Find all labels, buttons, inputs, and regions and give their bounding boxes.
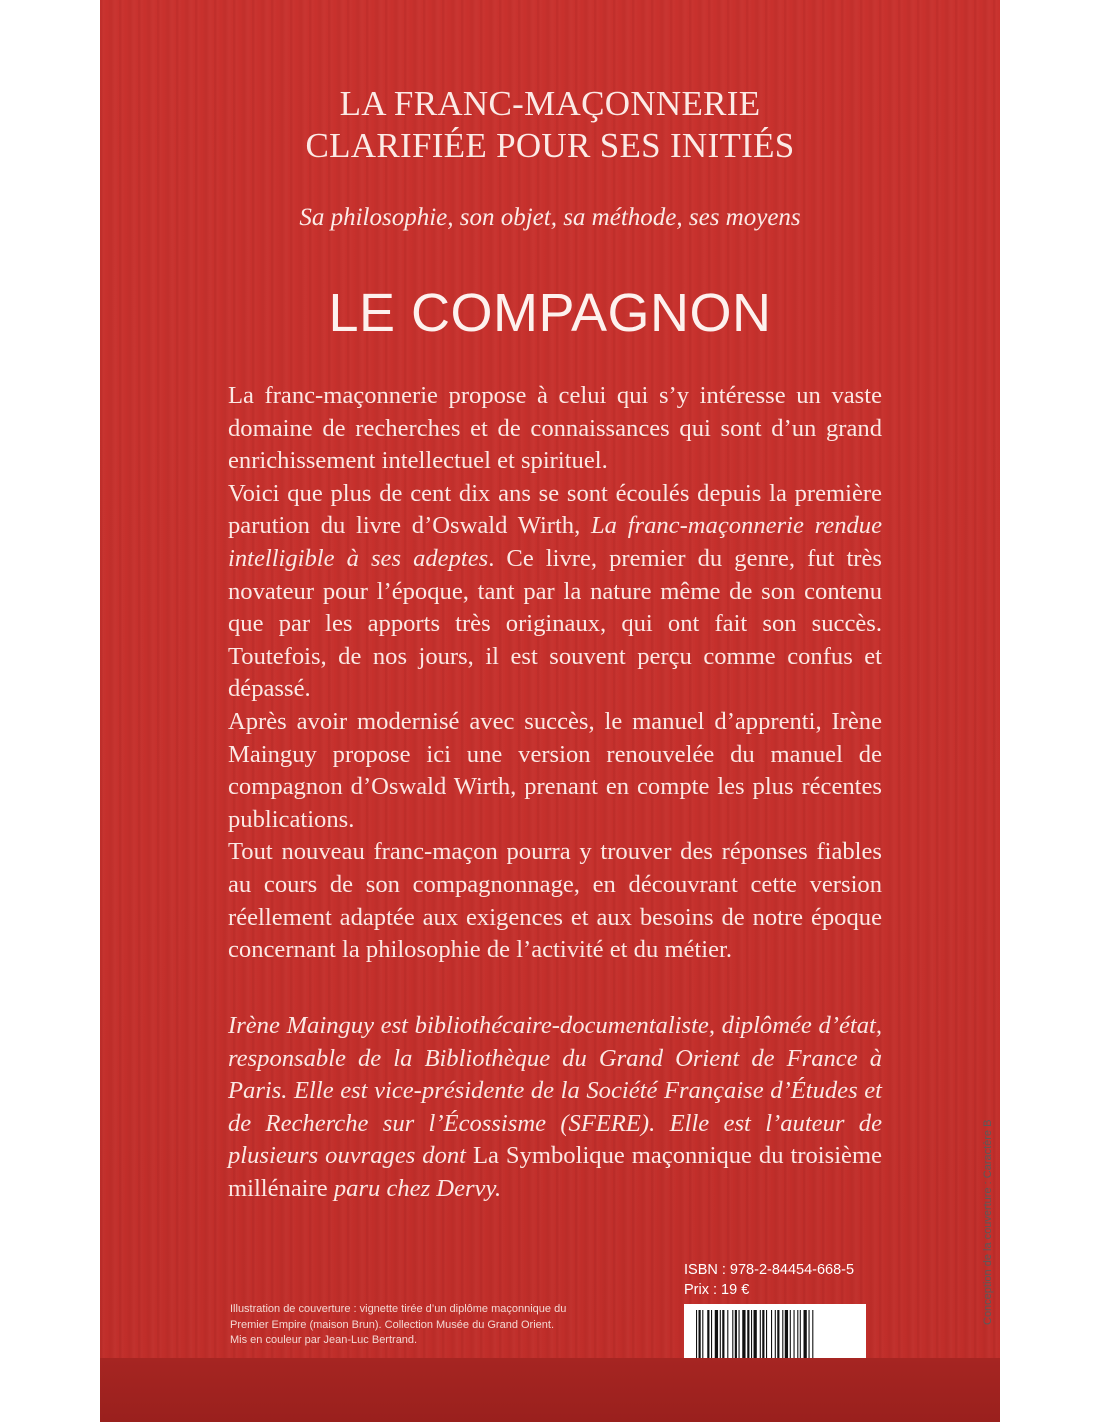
credits-line-3: Mis en couleur par Jean-Luc Bertrand. <box>230 1334 418 1346</box>
bio-text: Irène Mainguy est bibliothécaire-documentaliste, diplômée d’état, responsable de la Bibliothèque du Grand Orient de France à Paris. Elle est vice-présidente de la Société Française d’Études et de Recherche sur l’Écossisme (SFERE). Elle est l’auteur de plusieurs ouvrages dont <box>228 1012 882 1170</box>
blurb-p2-book-title: La franc-maçonnerie rendue intelligible à ses adeptes <box>228 512 883 572</box>
blurb <box>228 380 882 967</box>
blurb-paragraph-1: La franc-maçonnerie propose à celui qui s’y intéresse un vaste domaine de recherches et de connaissances qui sont d’un grand enrichissement intellectuel et spirituel. <box>228 382 882 475</box>
bottom-band <box>100 1358 1000 1422</box>
blurb-paragraph-2 <box>228 478 882 706</box>
author-bio <box>228 1010 882 1206</box>
blurb-paragraph-4: Tout nouveau franc-maçon pourra y trouver des réponses fiables au cours de son compagnonnage, en découvrant cette version réellement adaptée aux exigences et aux besoins de notre époque concernant la philosophie de l’activité et du métier. <box>228 838 882 964</box>
bio-text-end: paru chez Dervy. <box>327 1174 502 1202</box>
blurb-p2-text-end: . Ce livre, premier du genre, fut très novateur pour l’époque, tant par la nature même de son contenu que par les apports très originaux, qui ont fait son succès. Toutefois, de nos jours, il est souvent perçu comme confus et dépassé. <box>228 544 882 703</box>
blurb-paragraph-3: Après avoir modernisé avec succès, le manuel d’apprenti, Irène Mainguy propose ici une version renouvelée du manuel de compagnon d’Oswald Wirth, prenant en compte les plus récentes publications. <box>228 707 882 833</box>
isbn: ISBN : 978-2-84454-668-5 <box>684 1262 855 1278</box>
credits-line-1: Illustration de couverture : vignette tirée d’un diplôme maçonnique du <box>230 1303 567 1315</box>
credits-line-2: Premier Empire (maison Brun). Collection Musée du Grand Orient. <box>230 1318 555 1331</box>
bio-book-title: La Symbolique maçonnique du troisième millénaire <box>228 1142 883 1202</box>
series-title-line-2: CLARIFIÉE POUR SES INITIÉS <box>305 126 795 165</box>
price: Prix : 19 € <box>684 1282 750 1298</box>
back-cover <box>100 0 1000 1422</box>
illustration-credits <box>230 1302 670 1349</box>
book-title: LE COMPAGNON <box>328 283 772 343</box>
subtitle: Sa philosophie, son objet, sa méthode, ses moyens <box>299 204 801 231</box>
series-title-line-1: LA FRANC-MAÇONNERIE <box>339 84 761 123</box>
blurb-p2-text: Voici que plus de cent dix ans se sont écoulés depuis la première parution du livre d’Oswald Wirth, <box>228 479 882 540</box>
cover-design-credit: Conception de la couverture : Caractère B <box>982 1119 994 1325</box>
isbn-price-block <box>684 1260 854 1300</box>
